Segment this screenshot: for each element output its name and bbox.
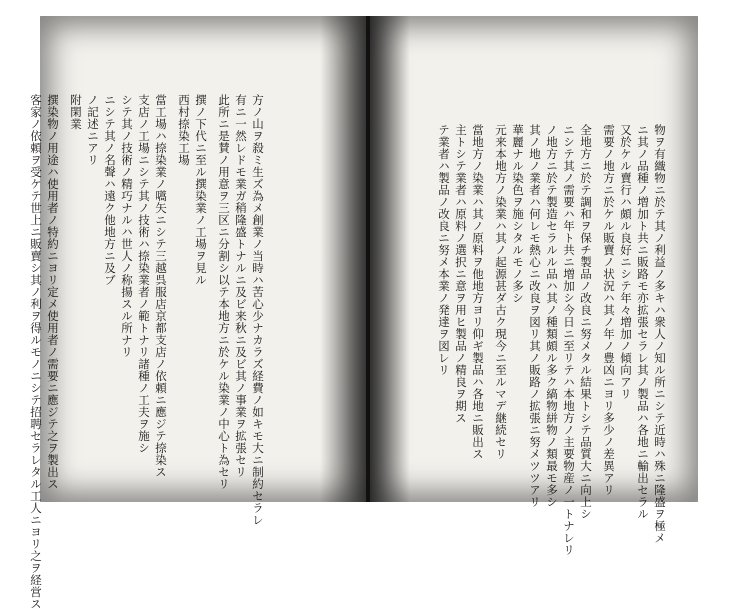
right-page [370,16,698,556]
text-line: 元来本地方ノ染業ハ其ノ起源甚ダ古ク現今ニ至ルマデ継続セリ [494,124,508,460]
text-line: 當地方ノ染業ハ其ノ原料ヲ他地方ヨリ仰ギ製品ハ各地ニ販出ス [471,124,485,460]
text-line: 方ノ山ヲ殺ミ生ズ為メ創業ノ当時ハ苦心少ナカラズ経費ノ如キモ大ニ制約セラレ [251,94,265,526]
text-line: ノ記述ニアリ [86,94,100,166]
text-line: 華麗ナル染色ヲ施シタルモノ多シ [511,124,525,304]
text-line: 當工場ハ捺染業ノ嚆矢ニシテ三越呉服店京都支店ノ依頼ニ應ジテ捺染ス [154,94,168,478]
text-line: 撰ノ下代ニ至ル撰染業ノ工場ヲ見ル [194,94,208,286]
left-page [29,16,366,610]
text-line: 主トシテ業者ハ原料ノ選択ニ意ヲ用ヒ製品ノ精良ヲ期ス [454,124,468,424]
text-line: 全地方ニ於テ調和ヲ保チ製品ノ改良ニ努メタル結果トシテ品質大ニ向上シ [579,124,593,520]
left-page-text [27,94,266,610]
section-heading: 附閑業 [69,94,83,130]
book-spread [29,16,698,610]
text-line: ニシテ其ノ需要ハ年ト共ニ増加シ今日ニ至リテハ本地方ノ主要物産ノ一トナレリ [562,124,576,556]
text-line: 需要ノ地方ニ於ケル販賣ノ状況ハ其ノ年ノ豊凶ニヨリ多少ノ差異アリ [602,124,616,496]
section-heading: 西村捺染工場 [177,94,191,166]
text-line: 有ニ一然レドモ業ガ稍隆盛トナルニ及ビ来秋ニ及ビ其ノ事業ヲ拡張セリ [234,94,248,478]
text-line: ノ地方ニ於テ製造セラルル品ハ其ノ種類頗ル多ク縞物絣物ノ類最モ多シ [545,124,559,508]
text-line: 支店ノ工場ニシテ其ノ技術ハ捺染業者ノ範トナリ諸種ノ工夫ヲ施シ [137,94,151,454]
text-line: ニシテ其ノ名聲ハ遠ク他地方ニ及ブ [103,94,117,286]
text-line: 其ノ地ノ業者ハ何レモ熱心ニ改良ヲ図リ其ノ販路ノ拡張ニ努メツツアリ [528,124,542,508]
text-line: ニ其ノ品種ノ増加ト共ニ販路モ亦拡張セラレ其ノ製品ハ各地ニ輸出セラル [636,124,650,520]
text-line: 又於ケル賣行ハ頗ル良好ニシテ年々増加ノ傾向アリ [619,124,633,400]
text-line: 物ヲ有織物ニ於テ其ノ利益ノ多キハ衆人ノ知ル所ニシテ近時ハ殊ニ隆盛ヲ極メ [653,124,667,544]
text-line: テ業者ハ製品ノ改良ニ努メ本業ノ発達ヲ図レリ [437,124,451,376]
text-line: 撰染物ノ用途ハ使用者ノ特約ニヨリ定メ使用者ノ需要ニ應ジテ之ヲ製出ス [46,94,60,490]
right-page-text [435,124,668,556]
text-line: 客家ノ依頼ヲ受ケテ世上ニ販賣シ其ノ利ヲ得ルモノニシテ招聘セラレタル工人ニヨリ之ヲ経営ス [29,94,43,610]
text-line: シテ其ノ技術ノ精巧ナルハ世人ノ称揚スル所ナリ [120,94,134,358]
text-line: 此所ニ是賛ノ用意ヲ三区ニ分割シ以テ本地方ニ於ケル染業ノ中心ト為セリ [217,94,231,490]
